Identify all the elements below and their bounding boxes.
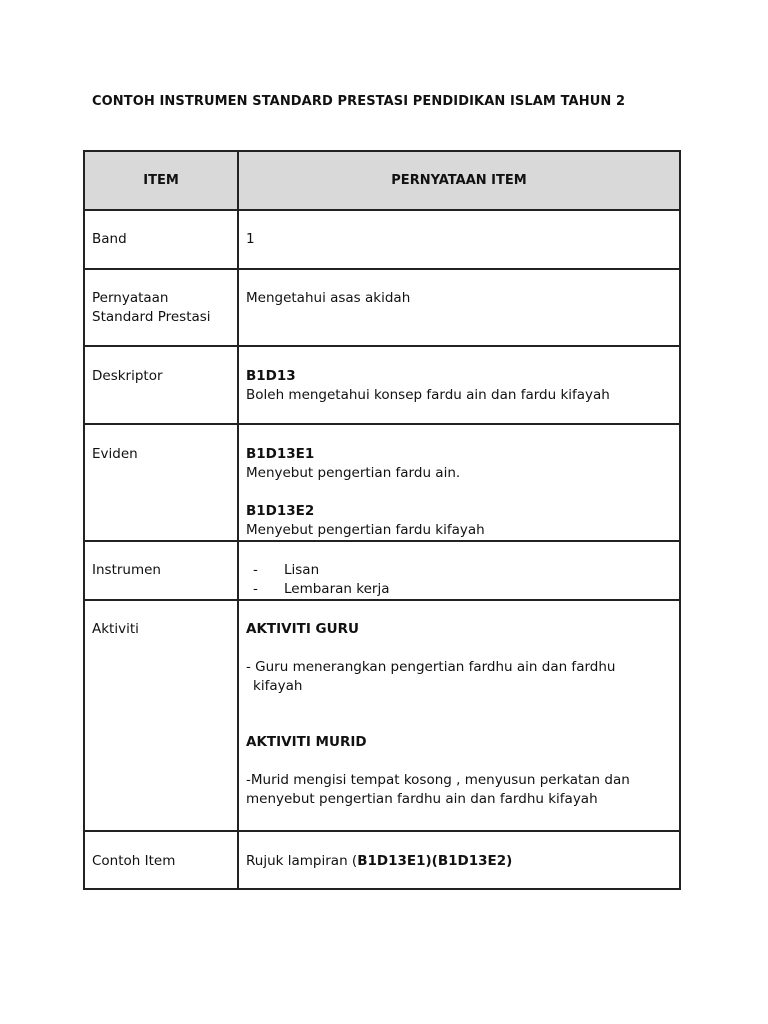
instrument-table: [83, 150, 681, 890]
deskriptor-code: B1D13: [246, 368, 296, 384]
aktiviti-guru-line2: kifayah: [253, 678, 303, 694]
contoh-item-prefix: Rujuk lampiran (: [246, 853, 358, 869]
row-aktiviti: [84, 600, 680, 831]
list-item: - Lembaran kerja: [253, 581, 390, 597]
row-pernyataan: [84, 269, 680, 346]
aktiviti-murid-line2: menyebut pengertian fardhu ain dan fardhu kifayah: [246, 791, 598, 807]
eviden-code-2: B1D13E2: [246, 503, 315, 519]
header-item: ITEM: [84, 151, 238, 210]
header-pernyataan-item: PERNYATAAN ITEM: [238, 151, 680, 210]
band-value: 1: [246, 231, 255, 247]
pernyataan-value: Mengetahui asas akidah: [246, 290, 411, 306]
table-header-row: [84, 151, 680, 210]
aktiviti-murid-line1: -Murid mengisi tempat kosong , menyusun perkatan dan: [246, 772, 630, 788]
aktiviti-murid-heading: AKTIVITI MURID: [246, 734, 367, 750]
instrumen-label: Instrumen: [92, 562, 161, 578]
instrumen-list: [239, 561, 679, 599]
eviden-label: Eviden: [92, 446, 138, 462]
aktiviti-guru-line1: - Guru menerangkan pengertian fardhu ain dan fardhu: [246, 659, 616, 675]
row-eviden: [84, 424, 680, 541]
deskriptor-text: Boleh mengetahui konsep fardu ain dan fardu kifayah: [246, 387, 610, 403]
eviden-code-1: B1D13E1: [246, 446, 315, 462]
eviden-text-1: Menyebut pengertian fardu ain.: [246, 465, 461, 481]
deskriptor-value: [239, 347, 679, 405]
row-band: [84, 210, 680, 269]
deskriptor-label: Deskriptor: [92, 368, 163, 384]
band-label: Band: [92, 231, 127, 247]
row-deskriptor: [84, 346, 680, 424]
list-item: - Lisan: [253, 562, 320, 578]
aktiviti-guru-heading: AKTIVITI GURU: [246, 621, 359, 637]
document-title: CONTOH INSTRUMEN STANDARD PRESTASI PENDIDIKAN ISLAM TAHUN 2: [92, 94, 626, 109]
aktiviti-label: Aktiviti: [92, 621, 139, 637]
row-instrumen: [84, 541, 680, 600]
eviden-text-2: Menyebut pengertian fardu kifayah: [246, 522, 485, 538]
instrumen-value: [239, 542, 679, 599]
contoh-item-codes: B1D13E1)(B1D13E2): [357, 853, 513, 869]
contoh-item-value: [239, 832, 679, 871]
contoh-item-label: Contoh Item: [92, 853, 176, 869]
pernyataan-label: Pernyataan Standard Prestasi: [92, 290, 211, 325]
aktiviti-value: [239, 601, 679, 809]
row-contoh-item: [84, 831, 680, 889]
eviden-value: [239, 425, 679, 540]
